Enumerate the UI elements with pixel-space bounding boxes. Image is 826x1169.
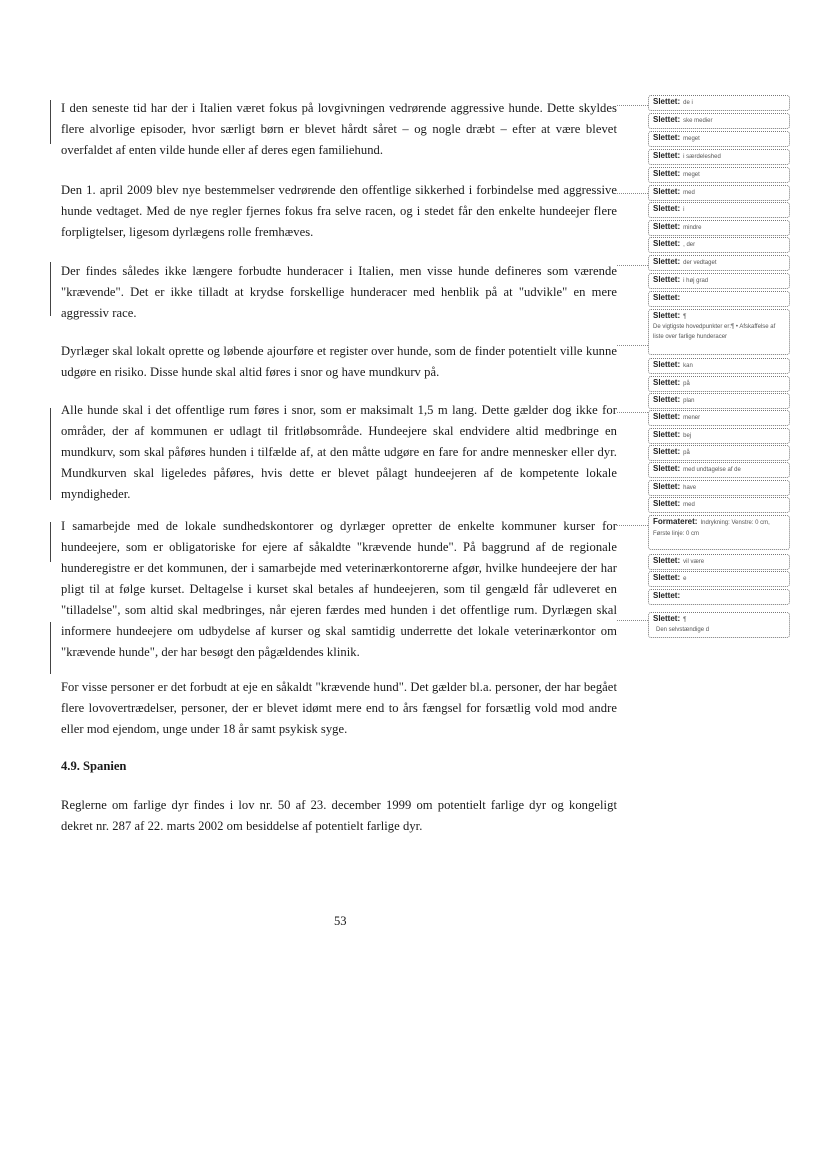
comment-label: Slettet: [653, 360, 681, 369]
comment-text: med [683, 190, 695, 196]
comment-label: Slettet: [653, 378, 681, 387]
comment-label: Slettet: [653, 430, 681, 439]
comment-balloon[interactable] [648, 255, 790, 271]
comment-balloon[interactable] [648, 237, 790, 253]
comment-text: meget [683, 136, 700, 142]
change-bar [50, 622, 51, 674]
comment-label: Slettet: [653, 482, 681, 491]
comment-leader-line [617, 193, 648, 194]
comment-text: e [683, 576, 687, 582]
comment-text: bej [683, 433, 692, 439]
comment-balloon[interactable] [648, 376, 790, 392]
comment-balloon[interactable] [648, 571, 790, 587]
comment-label: Slettet: [653, 293, 681, 302]
comment-label: Slettet: [653, 395, 681, 404]
comment-text: plan [683, 398, 695, 404]
comment-balloon[interactable] [648, 462, 790, 478]
comment-balloon[interactable] [648, 291, 790, 307]
comment-text: i særdeleshed [683, 154, 721, 160]
comment-text: med undtagelse af de [683, 467, 741, 473]
comment-text: Indrykning: Venstre: 0 cm, Første linje: 0 cm [653, 520, 770, 537]
comment-leader-line [617, 412, 648, 413]
comment-text: på [683, 381, 690, 387]
comment-balloon[interactable] [648, 497, 790, 513]
comment-text: meget [683, 172, 700, 178]
comment-label: Slettet: [653, 464, 681, 473]
comment-leader-line [617, 265, 648, 266]
section-heading: 4.9. Spanien [61, 759, 127, 773]
comment-leader-line [617, 345, 648, 346]
comment-text: kan [683, 363, 693, 369]
comment-text: i høj grad [683, 278, 709, 284]
comment-label: Slettet: [653, 151, 681, 160]
comment-balloon[interactable] [648, 273, 790, 289]
comment-label: Slettet: [653, 447, 681, 456]
comment-balloon[interactable] [648, 131, 790, 147]
comment-extra: Den selvstændige d [656, 627, 710, 633]
paragraph-7: For visse personer er det forbudt at eje en såkaldt "krævende hund". Det gælder bl.a. personer, der har begået flere lovovertrædelser, personer, der er blevet idømt mere end to års fængsel for forsætlig vold mod andre eller mod ejendom, unge under 18 år samt psykisk syge. [61, 680, 617, 736]
comment-balloon[interactable] [648, 358, 790, 374]
comment-balloon[interactable] [648, 515, 790, 550]
comment-balloon[interactable] [648, 393, 790, 409]
comment-balloon[interactable] [648, 185, 790, 201]
comment-text: mindre [683, 225, 702, 231]
comment-text: vil være [683, 559, 705, 565]
comment-leader-line [617, 525, 648, 526]
comment-extra: De vigtigste hovedpunkter er:¶ • Afskaffelse af liste over farlige hunderacer [653, 324, 776, 340]
comment-balloon[interactable] [648, 612, 790, 638]
comment-text: ¶ [683, 617, 687, 623]
change-bar [50, 100, 51, 144]
paragraph-4: Dyrlæger skal lokalt oprette og løbende ajourføre et register over hunde, som de finder potentielt ville kunne udgøre en risiko. Disse hunde skal altid føres i snor og have mundkurv på. [61, 344, 617, 379]
paragraph-3: Der findes således ikke længere forbudte hunderacer i Italien, men visse hunde defineres som værende "krævende". Det er ikke tilladt at krydse forskellige hunderacer med henblik på at "udvikle" en mere aggressiv race. [61, 264, 617, 320]
comment-text: , der [683, 242, 696, 248]
comment-label: Formateret: [653, 517, 698, 526]
comment-balloon[interactable] [648, 309, 790, 355]
comment-text: de i [683, 100, 693, 106]
comment-balloon[interactable] [648, 445, 790, 461]
comment-label: Slettet: [653, 115, 681, 124]
comment-label: Slettet: [653, 275, 681, 284]
comment-balloon[interactable] [648, 113, 790, 129]
comment-text: have [683, 485, 697, 491]
comment-label: Slettet: [653, 311, 681, 320]
comment-label: Slettet: [653, 573, 681, 582]
change-bar [50, 522, 51, 562]
comment-label: Slettet: [653, 556, 681, 565]
comment-label: Slettet: [653, 187, 681, 196]
comment-balloon[interactable] [648, 410, 790, 426]
comment-text: med [683, 502, 695, 508]
comment-label: Slettet: [653, 222, 681, 231]
comment-balloon[interactable] [648, 589, 790, 605]
comment-text: ske medier [683, 118, 713, 124]
paragraph-2: Den 1. april 2009 blev nye bestemmelser vedrørende den offentlige sikkerhed i forbindelse med aggressive hunde vedtaget. Med de nye regler fjernes fokus fra selve racen, og i stedet får den enkelte hundeejer flere forpligtelser, ligesom dyrlægens rolle fremhæves. [61, 183, 617, 239]
comment-balloon[interactable] [648, 220, 790, 236]
comment-label: Slettet: [653, 239, 681, 248]
comment-balloon[interactable] [648, 554, 790, 570]
comment-balloon[interactable] [648, 428, 790, 444]
comment-text: ¶ [683, 314, 687, 320]
comment-text: mener [683, 415, 701, 421]
comment-text: der vedtaget [683, 260, 717, 266]
comment-label: Slettet: [653, 169, 681, 178]
comment-balloon[interactable] [648, 95, 790, 111]
comment-text: i [683, 207, 685, 213]
page-number: 53 [334, 914, 347, 928]
comment-label: Slettet: [653, 591, 681, 600]
change-bar [50, 408, 51, 500]
comment-balloon[interactable] [648, 167, 790, 183]
comment-text: på [683, 450, 690, 456]
paragraph-6: I samarbejde med de lokale sundhedskontorer og dyrlæger opretter de enkelte kommuner kurser for hundeejere, som er obligatoriske for ejere af såkaldte "krævende hunde". På baggrund af de regionale hunderegistre er det kommunen, der i samarbejde med veterinærkontorerne afgør, hvilke hundeejere der har pligt til at følge kurset. Deltagelse i kurset skal betales af hundeejeren, som til gengæld får udleveret en "tilladelse", som altid skal medbringes, når ejeren færdes med hunden i det offentlige rum. Dyrlægen skal informere hundeejere om udbydelse af kurser og skal samtidig underrette det lokale veterinærkontor om "krævende hunde", der har besøgt den pågældendes klinik. [61, 519, 617, 659]
comment-label: Slettet: [653, 204, 681, 213]
comment-label: Slettet: [653, 97, 681, 106]
comment-balloon[interactable] [648, 149, 790, 165]
comment-leader-line [617, 105, 648, 106]
comment-leader-line [617, 620, 648, 621]
comment-balloon[interactable] [648, 480, 790, 496]
paragraph-1: I den seneste tid har der i Italien været fokus på lovgivningen vedrørende aggressive hunde. Dette skyldes flere alvorlige episoder, hvor særligt børn er blevet hårdt såret – og nogle dræbt – efter at være blevet overfaldet af enten vilde hunde eller af deres egen familiehund. [61, 101, 617, 157]
paragraph-5: Alle hunde skal i det offentlige rum føres i snor, som er maksimalt 1,5 m lang. Dette gælder dog ikke for områder, der af kommunen er udlagt til fritløbsområde. Hundeejere skal endvidere altid medbringe en mundkurv, som skal påføres hunden i tilfælde af, at den måtte udgøre en fare for andre mennesker eller dyr. Mundkurven skal ligeledes påføres, hvis dette er blevet pålagt hundeejeren af de kompetente lokale myndigheder. [61, 403, 617, 501]
comment-label: Slettet: [653, 412, 681, 421]
change-bar [50, 262, 51, 316]
comment-label: Slettet: [653, 133, 681, 142]
comment-label: Slettet: [653, 499, 681, 508]
comment-label: Slettet: [653, 257, 681, 266]
comment-balloon[interactable] [648, 202, 790, 218]
paragraph-final: Reglerne om farlige dyr findes i lov nr. 50 af 23. december 1999 om potentielt farlige dyr og kongeligt dekret nr. 287 af 22. marts 2002 om besiddelse af potentielt farlige dyr. [61, 798, 617, 833]
comment-label: Slettet: [653, 614, 681, 623]
